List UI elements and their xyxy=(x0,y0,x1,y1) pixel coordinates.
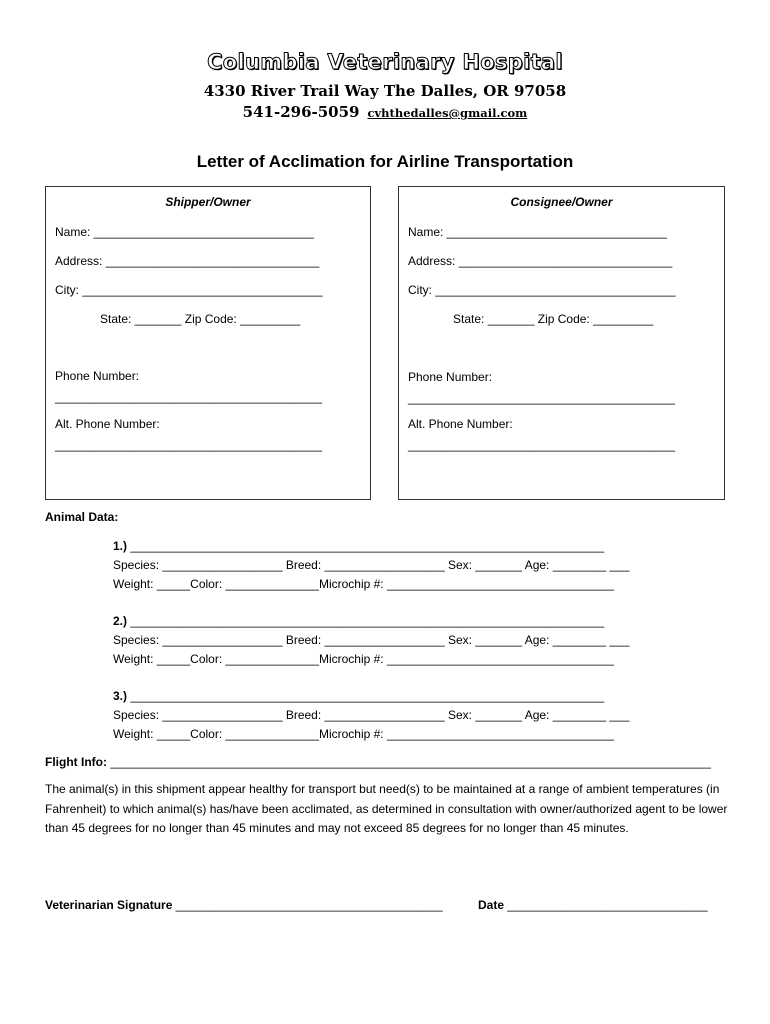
date-label: Date xyxy=(478,898,505,912)
hospital-email[interactable]: cvhthedalles@gmail.com xyxy=(367,106,528,120)
hospital-address: 4330 River Trail Way The Dalles, OR 97058 xyxy=(203,82,567,100)
form-title: Letter of Acclimation for Airline Transportation xyxy=(196,152,574,171)
shipper-box xyxy=(45,186,371,500)
animal-3-species-breed-field[interactable]: Species: __________________ Breed: __________________ Sex: _______ Age: ________ ___ xyxy=(113,708,630,722)
animal-entry-3 xyxy=(113,687,629,744)
consignee-alt-phone-field[interactable]: ________________________________________ xyxy=(408,438,675,452)
consignee-address-field[interactable]: Address: ________________________________ xyxy=(408,254,673,268)
animal-1-species-breed-field[interactable]: Species: __________________ Breed: __________________ Sex: _______ Age: ________ ___ xyxy=(113,558,630,572)
animal-3-number: 3.) xyxy=(113,689,128,703)
animal-2-number: 2.) xyxy=(113,614,128,628)
consignee-name-field[interactable]: Name: _________________________________ xyxy=(408,225,667,239)
shipper-address-field[interactable]: Address: ________________________________ xyxy=(55,254,320,268)
hospital-name: Columbia Veterinary Hospital xyxy=(207,50,563,74)
consignee-city-field[interactable]: City: ____________________________________ xyxy=(408,283,676,297)
animal-3-line[interactable]: 3.) _______________________________________________________________________ xyxy=(113,689,605,703)
animal-1-weight-color-field[interactable]: Weight: _____Color: ______________Microchip #: __________________________________ xyxy=(113,577,614,591)
animal-2-species-breed-field[interactable]: Species: __________________ Breed: __________________ Sex: _______ Age: ________ ___ xyxy=(113,633,630,647)
shipper-heading: Shipper/Owner xyxy=(165,195,251,209)
shipper-phone-label: Phone Number: xyxy=(55,369,140,383)
consignee-phone-label: Phone Number: xyxy=(408,370,493,384)
animal-2-line[interactable]: 2.) _______________________________________________________________________ xyxy=(113,614,605,628)
shipper-name-field[interactable]: Name: _________________________________ xyxy=(55,225,314,239)
animal-1-number: 1.) xyxy=(113,539,128,553)
consignee-box xyxy=(398,186,725,500)
animal-entry-1 xyxy=(113,537,629,594)
animal-data-heading: Animal Data: xyxy=(45,510,119,524)
animal-3-weight-color-field[interactable]: Weight: _____Color: ______________Microchip #: __________________________________ xyxy=(113,727,614,741)
flight-info-field[interactable]: __________________________________________________________________________________________ xyxy=(110,755,711,769)
shipper-state-zip-field[interactable]: State: _______ Zip Code: _________ xyxy=(100,312,301,326)
contact-line xyxy=(0,103,770,121)
date-field[interactable]: ______________________________ xyxy=(507,898,708,912)
flight-info-label: Flight Info: xyxy=(45,755,107,769)
acclimation-statement: The animal(s) in this shipment appear healthy for transport but need(s) to be maintained at a range of ambient temperatures (in Fahrenheit) to which animal(s) has/have been acclimated, as determined in consultation with owner/authorized agent to be lower than 45 degrees for no longer than 45 minutes and may not exceed 85 degrees for no longer than 45 minutes. xyxy=(45,782,728,835)
shipper-city-field[interactable]: City: ____________________________________ xyxy=(55,283,323,297)
shipper-alt-phone-label: Alt. Phone Number: xyxy=(55,417,160,431)
flight-info-row xyxy=(45,755,711,769)
consignee-heading: Consignee/Owner xyxy=(510,195,613,209)
consignee-state-zip-field[interactable]: State: _______ Zip Code: _________ xyxy=(453,312,654,326)
consignee-alt-phone-label: Alt. Phone Number: xyxy=(408,417,513,431)
shipper-phone-field[interactable]: ________________________________________ xyxy=(55,390,322,404)
vet-signature-label: Veterinarian Signature xyxy=(45,898,173,912)
signature-row xyxy=(45,898,443,912)
hospital-phone: 541-296-5059 xyxy=(242,103,360,121)
date-row xyxy=(478,898,708,912)
animal-2-weight-color-field[interactable]: Weight: _____Color: ______________Microchip #: __________________________________ xyxy=(113,652,614,666)
shipper-alt-phone-field[interactable]: ________________________________________ xyxy=(55,438,322,452)
vet-signature-field[interactable]: ________________________________________ xyxy=(175,898,443,912)
consignee-phone-field[interactable]: ________________________________________ xyxy=(408,391,675,405)
animal-1-line[interactable]: 1.) _______________________________________________________________________ xyxy=(113,539,605,553)
animal-entry-2 xyxy=(113,612,629,669)
